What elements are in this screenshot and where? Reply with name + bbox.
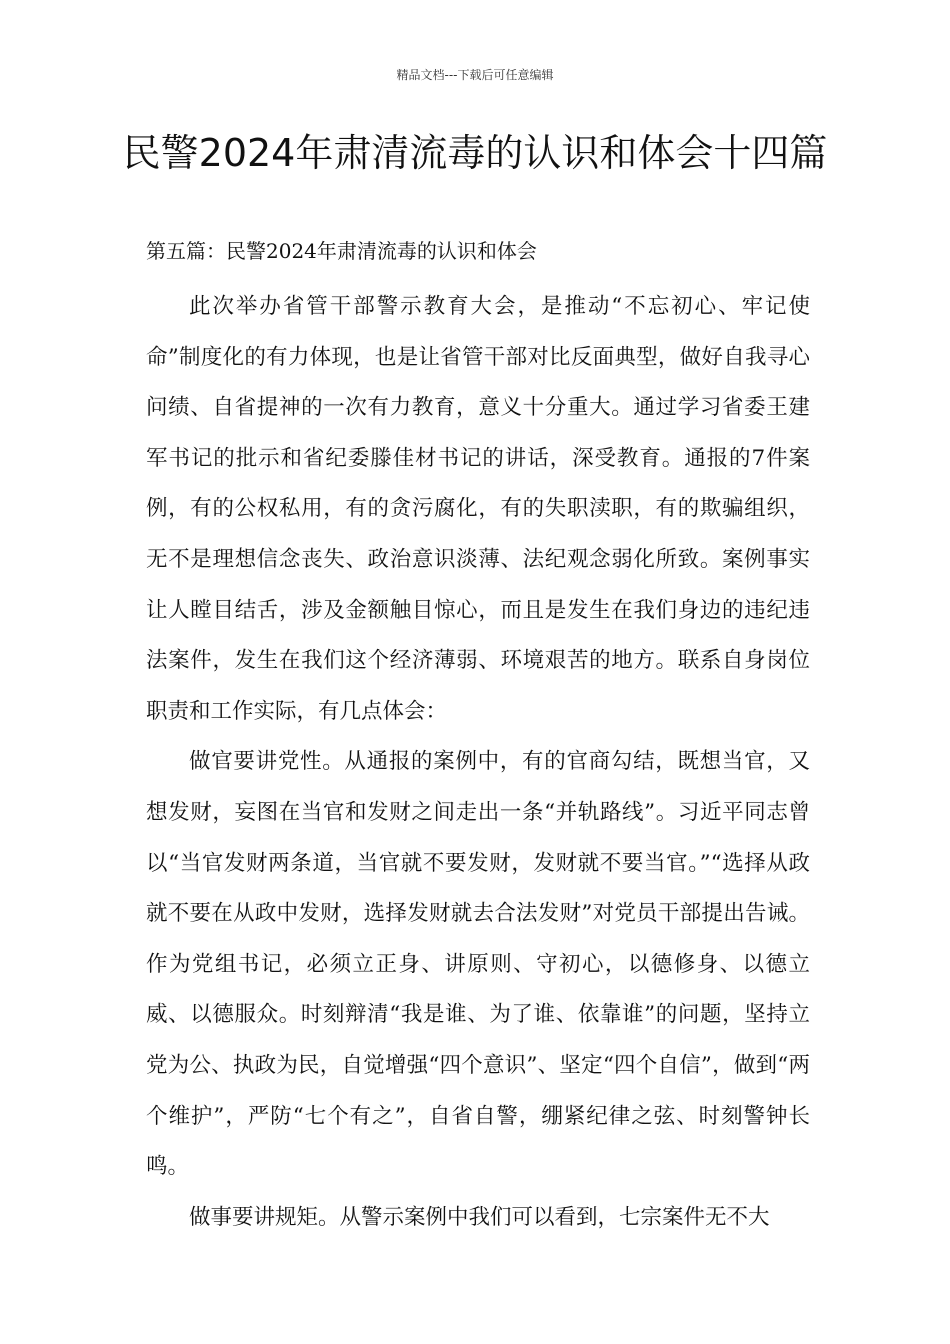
document-title: 民警2024年肃清流毒的认识和体会十四篇 bbox=[122, 131, 828, 175]
body-paragraph-2: 做官要讲党性。从通报的案例中，有的官商勾结，既想当官，又想发财，妄图在当官和发财之间走出一条“并轨路线”。习近平同志曾以“当官发财两条道，当官就不要发财，发财就不要当官。”“选择从政就不要在从政中发财，选择发财就去合法发财”对党员干部提出告诫。作为党组书记，必须立正身、讲原则、守初心，以德修身、以德立威、以德服众。时刻辩清“我是谁、为了谁、依靠谁”的问题，坚持立党为公、执政为民，自觉增强“四个意识”、坚定“四个自信”，做到“两个维护”，严防“七个有之”，自省自警，绷紧纪律之弦、时刻警钟长鸣。 bbox=[146, 749, 810, 1180]
body-paragraph-3: 做事要讲规矩。从警示案例中我们可以看到，七宗案件无不大 bbox=[189, 1204, 770, 1230]
page-header-note: 精品文档---下载后可任意编辑 bbox=[396, 68, 554, 82]
document-body bbox=[146, 282, 810, 1243]
section-title: 第五篇：民警2024年肃清流毒的认识和体会 bbox=[146, 239, 537, 263]
body-paragraph-1: 此次举办省管干部警示教育大会，是推动“不忘初心、牢记使命”制度化的有力体现，也是让省管干部对比反面典型，做好自我寻心问绩、自省提神的一次有力教育，意义十分重大。通过学习省委王建军书记的批示和省纪委滕佳材书记的讲话，深受教育。通报的7件案例，有的公权私用，有的贪污腐化，有的失职渎职，有的欺骗组织，无不是理想信念丧失、政治意识淡薄、法纪观念弱化所致。案例事实让人瞠目结舌，涉及金额触目惊心，而且是发生在我们身边的违纪违法案件，发生在我们这个经济薄弱、环境艰苦的地方。联系自身岗位职责和工作实际，有几点体会： bbox=[146, 294, 810, 724]
